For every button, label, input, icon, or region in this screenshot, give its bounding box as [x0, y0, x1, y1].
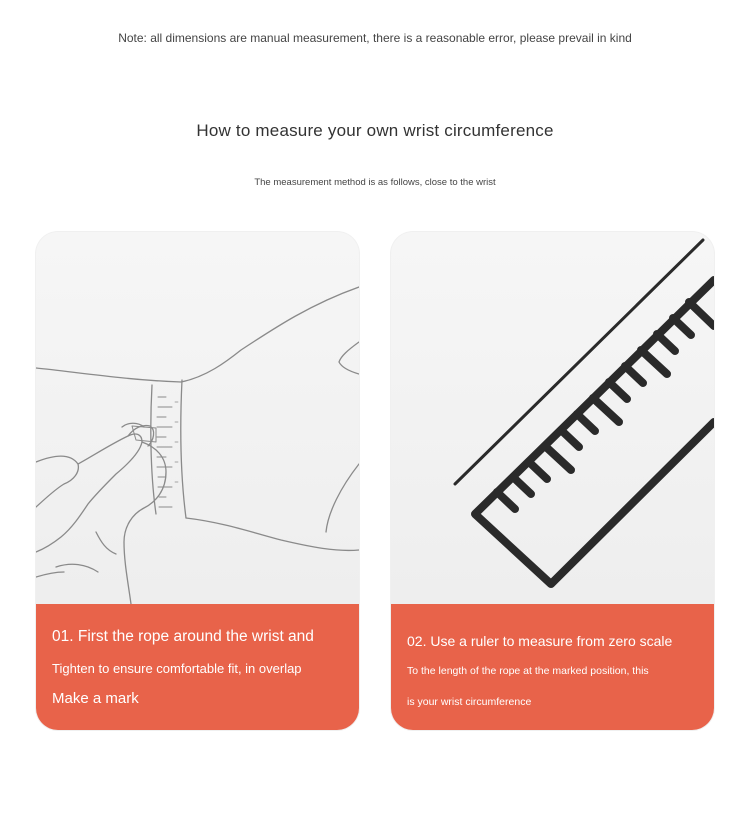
page-subtitle: The measurement method is as follows, close to the wrist: [254, 177, 496, 188]
step-1-caption: [36, 604, 359, 730]
step-1-title: 01. First the rope around the wrist and: [52, 628, 314, 645]
step-2-title: 02. Use a ruler to measure from zero scale: [407, 633, 673, 649]
step-2-line-3: is your wrist circumference: [407, 696, 532, 708]
ruler-icon: [391, 232, 714, 604]
step-2-caption: [391, 604, 714, 730]
hand-wrapping-tape-icon: [36, 232, 359, 604]
step-card-1: [36, 232, 359, 730]
step-1-line-2: Tighten to ensure comfortable fit, in overlap: [52, 661, 302, 676]
note-text: Note: all dimensions are manual measurement, there is a reasonable error, please prevail in kind: [118, 31, 632, 45]
step-1-line-3: Make a mark: [52, 690, 139, 707]
step-card-2: [391, 232, 714, 730]
step-2-line-2: To the length of the rope at the marked position, this: [407, 665, 649, 677]
page-title: How to measure your own wrist circumference: [196, 121, 554, 140]
